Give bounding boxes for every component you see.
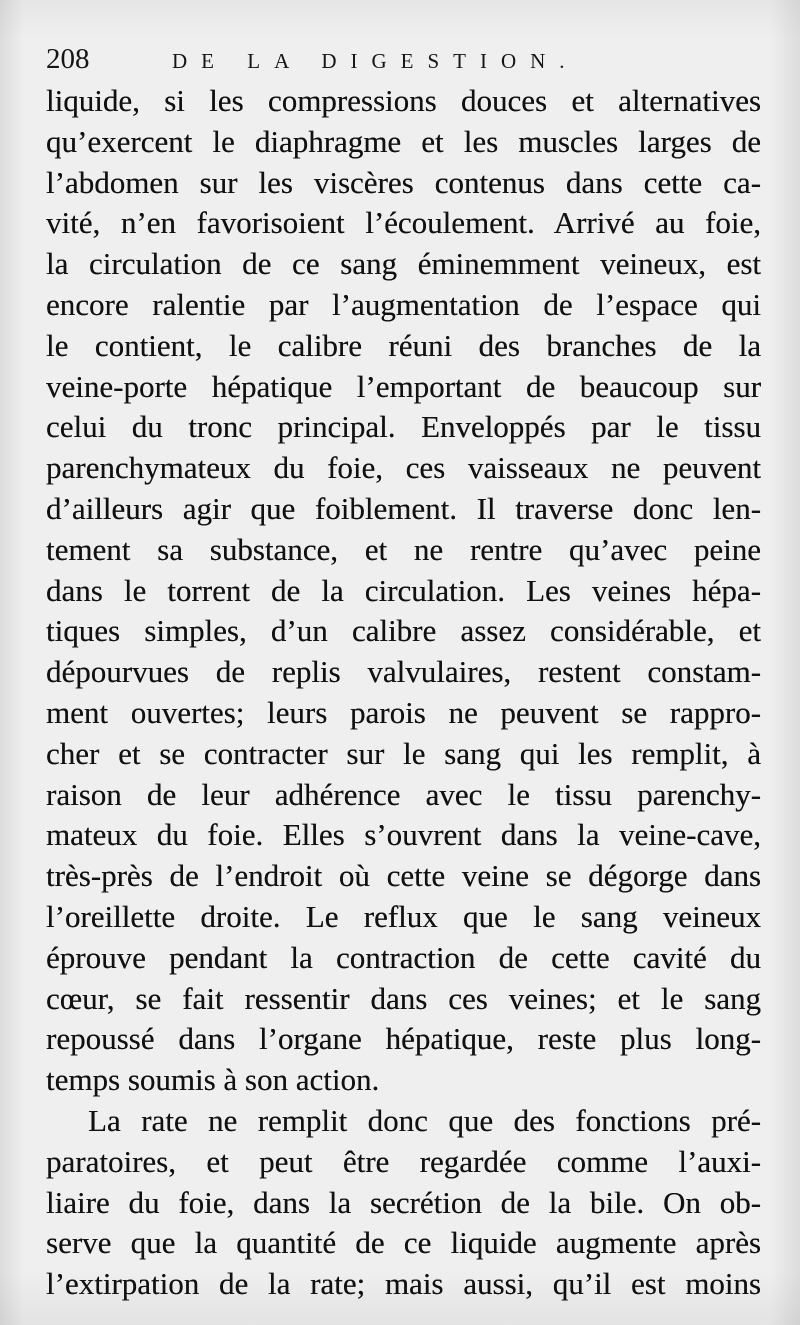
text-line: temps soumis à son action. [46, 1062, 380, 1098]
text-line: veine-porte hépatique l’emportant de beaucoup sur [46, 368, 761, 404]
text-line: raison de leur adhérence avec le tissu parenchy- [46, 776, 761, 812]
text-line: dépourvues de replis valvulaires, restent constam- [46, 654, 761, 690]
text-line: cher et se contracter sur le sang qui les remplit, à [46, 735, 761, 771]
text-line: ment ouvertes; leurs parois ne peuvent se rappro- [46, 694, 761, 730]
text-line: tiques simples, d’un calibre assez considérable, et [46, 613, 761, 649]
text-line: l’oreillette droite. Le reflux que le sang veineux [46, 898, 761, 934]
text-line: le contient, le calibre réuni des branches de la [46, 327, 761, 363]
text-line: mateux du foie. Elles s’ouvrent dans la veine-cave, [46, 817, 761, 853]
text-line: encore ralentie par l’augmentation de l’espace qui [46, 286, 761, 322]
text-line: qu’exercent le diaphragme et les muscles larges de [46, 123, 761, 159]
text-line: serve que la quantité de ce liquide augmente après [46, 1225, 761, 1261]
text-line: repoussé dans l’organe hépatique, reste plus long- [46, 1021, 761, 1057]
text-line: celui du tronc principal. Enveloppés par le tissu [46, 409, 761, 445]
page-number: 208 [46, 43, 90, 75]
text-line: La rate ne remplit donc que des fonctions pré- [88, 1102, 761, 1138]
text-line: tement sa substance, et ne rentre qu’avec peine [46, 531, 761, 567]
text-line: éprouve pendant la contraction de cette cavité du [46, 939, 761, 975]
text-line: parenchymateux du foie, ces vaisseaux ne peuvent [46, 450, 761, 486]
text-line: dans le torrent de la circulation. Les veines hépa- [46, 572, 761, 608]
text-line: l’abdomen sur les viscères contenus dans cette ca- [46, 164, 761, 200]
page-header [46, 42, 766, 82]
text-line: vité, n’en favorisoient l’écoulement. Arrivé au foie, [46, 205, 761, 241]
text-line: très-près de l’endroit où cette veine se dégorge dans [46, 858, 761, 894]
running-title: DE LA DIGESTION. [172, 49, 579, 73]
text-line: la circulation de ce sang éminemment veineux, est [46, 246, 761, 282]
body-text [46, 81, 761, 1305]
text-line: d’ailleurs agir que foiblement. Il traverse donc len- [46, 490, 761, 526]
text-line: cœur, se fait ressentir dans ces veines; et le sang [46, 980, 761, 1016]
text-line: liquide, si les compressions douces et alternatives [46, 83, 761, 118]
text-line: liaire du foie, dans la secrétion de la bile. On ob- [46, 1184, 761, 1220]
text-line: l’extirpation de la rate; mais aussi, qu’il est moins [46, 1266, 761, 1302]
text-line: paratoires, et peut être regardée comme l’auxi- [46, 1143, 761, 1179]
